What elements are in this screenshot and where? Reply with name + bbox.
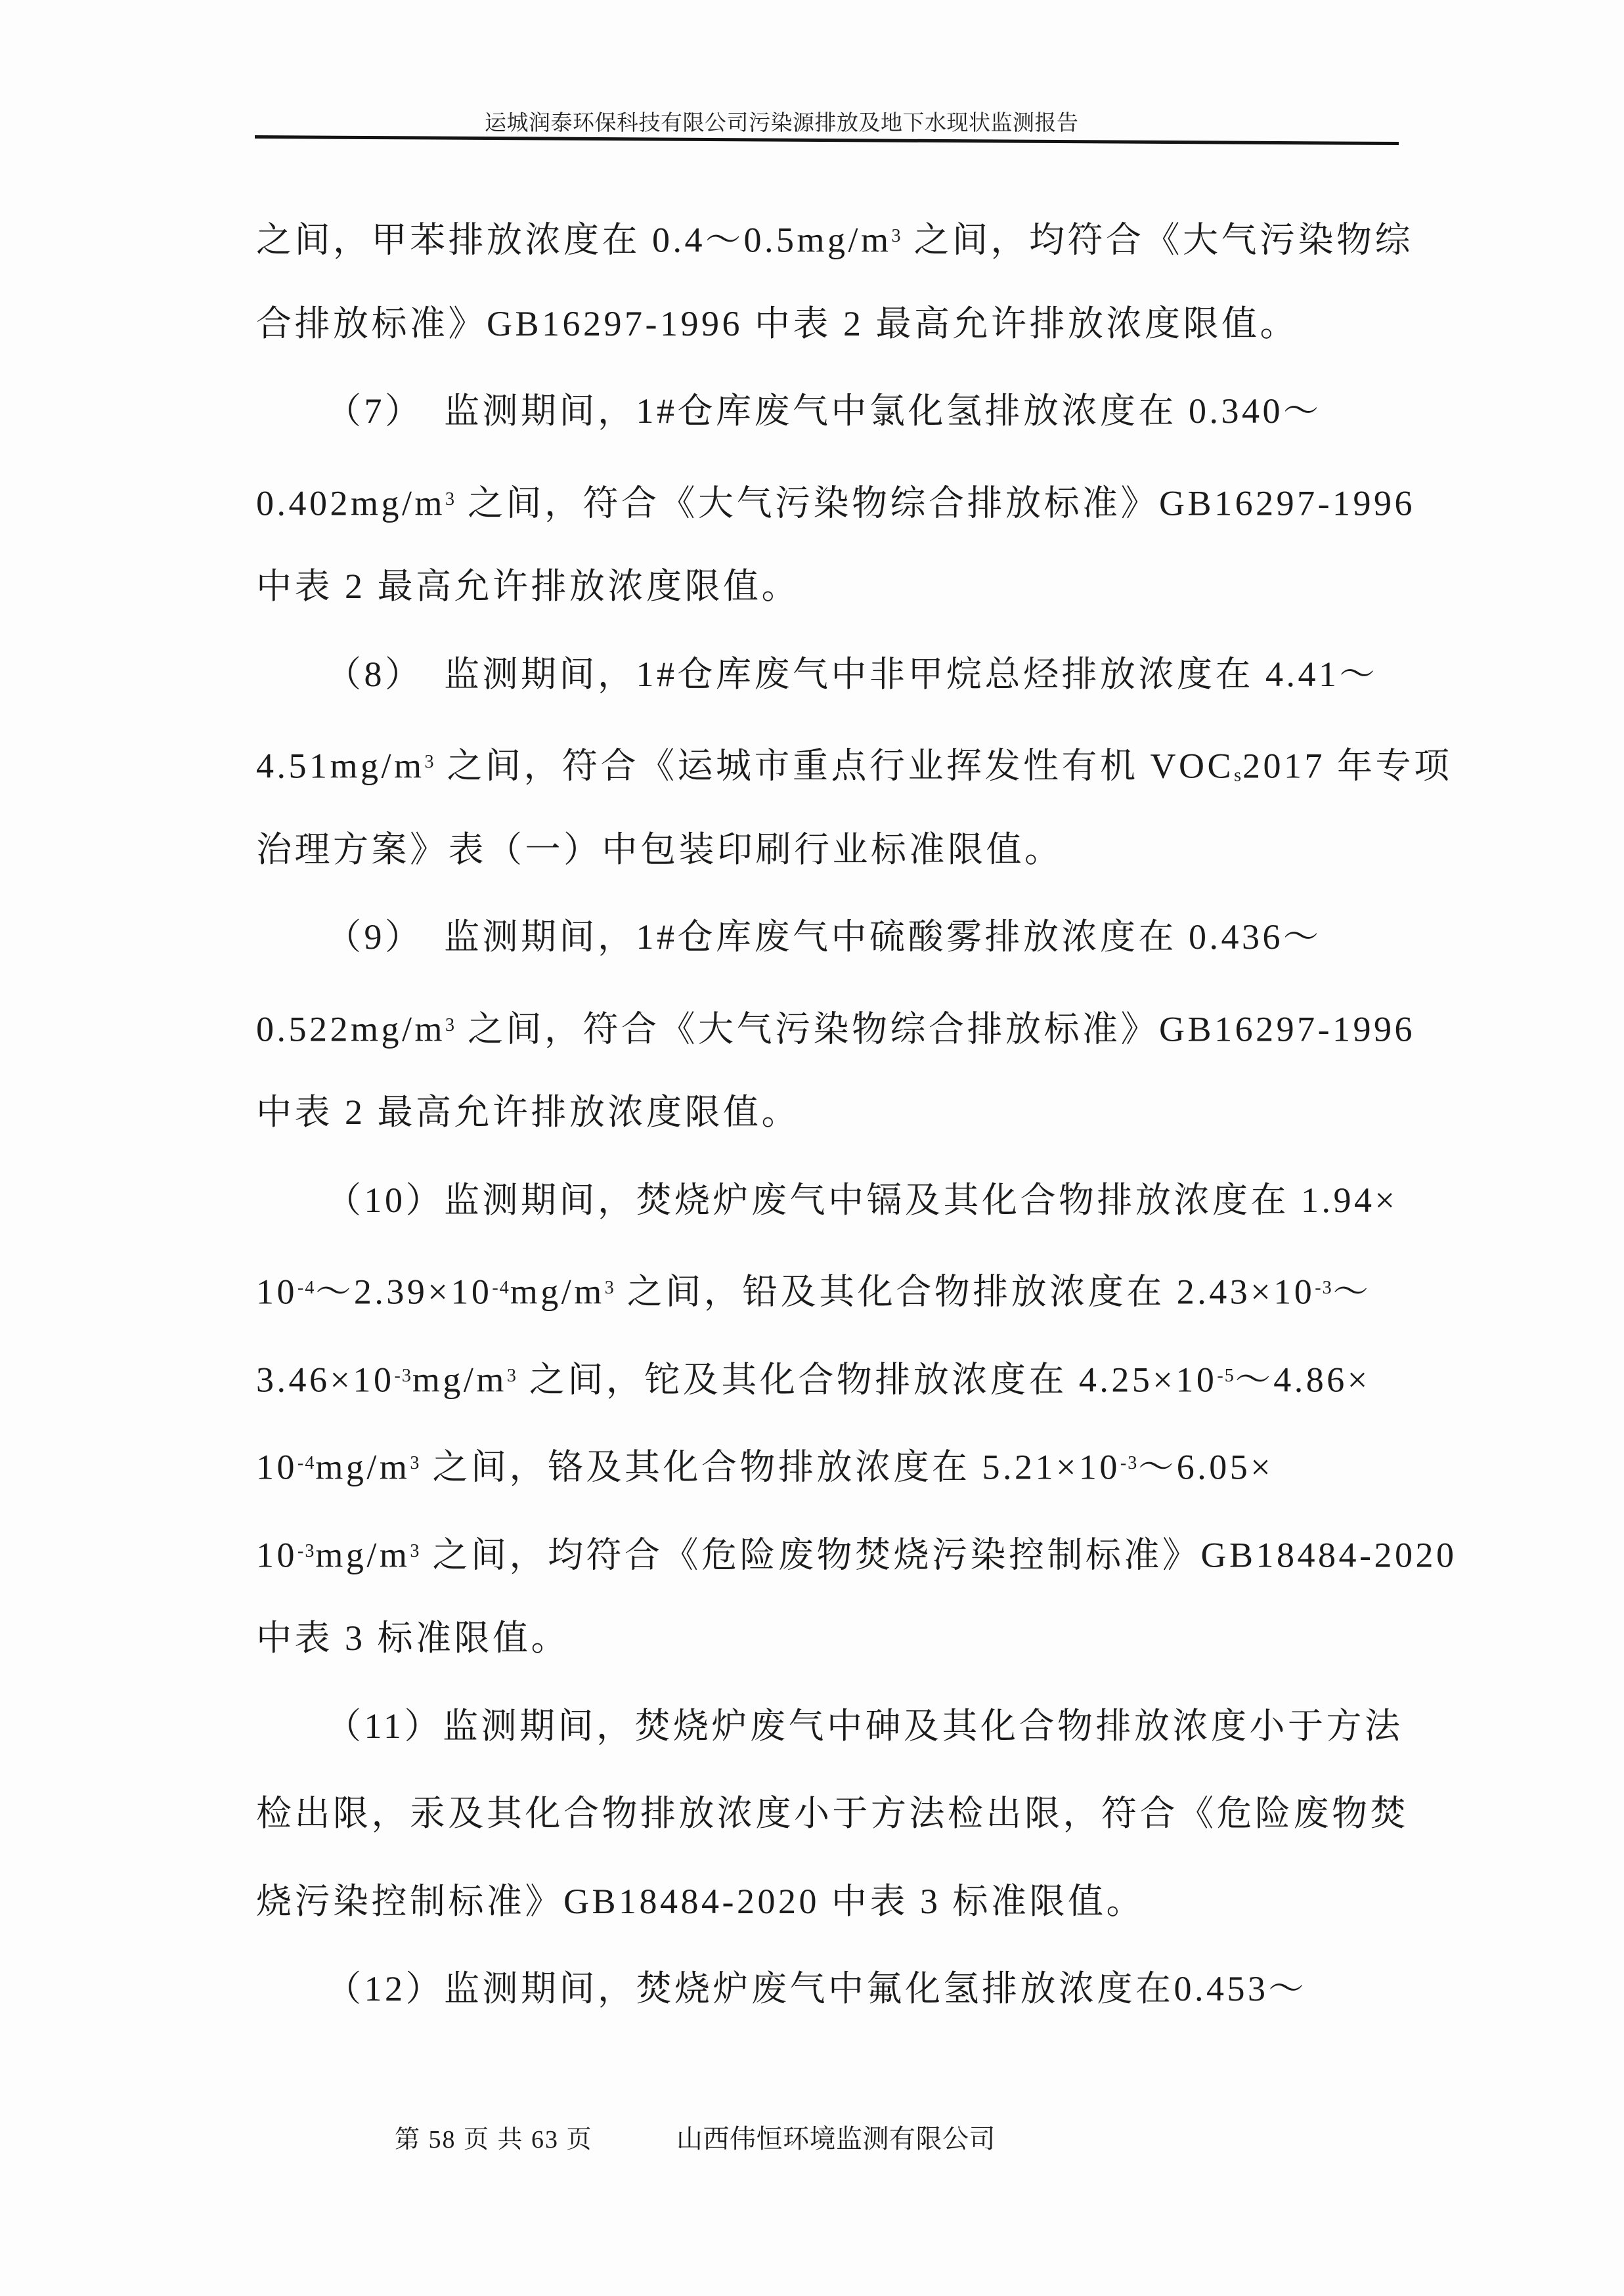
body-line-21 [256, 1945, 1412, 2033]
body-line-14-text: mg/m [412, 1359, 507, 1399]
body-line-4 [256, 456, 1416, 544]
body-line-14 [256, 1332, 1412, 1420]
body-line-17 [256, 1595, 1412, 1683]
document-body [256, 192, 1457, 2033]
body-line-5 [256, 543, 1412, 631]
body-line-14-text: ～4.86× [1235, 1359, 1371, 1399]
body-line-17-text: 中表 3 标准限值。 [256, 1618, 569, 1658]
body-line-6-text: （8） 监测期间，1#仓库废气中非甲烷总烃排放浓度在 4.41～ [326, 654, 1378, 694]
body-line-16-text: 之间，均符合《危险废物焚烧污染控制标准》GB18484-2020 [420, 1534, 1457, 1574]
body-line-7-sub: s [1234, 765, 1243, 786]
body-line-8-text: 治理方案》表（一）中包装印刷行业标准限值。 [256, 829, 1063, 869]
body-line-14-sup: -5 [1217, 1365, 1235, 1386]
body-line-16-text: mg/m [315, 1534, 410, 1574]
body-line-20 [256, 1858, 1412, 1946]
body-line-13-sup: -3 [1315, 1278, 1333, 1298]
body-line-7-text: 2017 年专项 [1242, 746, 1453, 786]
page-header-title: 运城润泰环保科技有限公司污染源排放及地下水现状监测报告 [485, 112, 1079, 135]
body-line-1-sup: 3 [891, 226, 902, 246]
body-line-4-sup: 3 [445, 488, 456, 509]
body-line-13 [256, 1244, 1412, 1332]
body-line-4-text: 之间，符合《大气污染物综合排放标准》GB16297-1996 [456, 483, 1416, 523]
body-line-13-text: mg/m [510, 1272, 605, 1312]
body-line-11-text: 中表 2 最高允许排放浓度限值。 [256, 1093, 800, 1132]
body-line-15-sup: -3 [1120, 1453, 1139, 1473]
body-line-5-text: 中表 2 最高允许排放浓度限值。 [256, 567, 800, 606]
footer-company-name: 山西伟恒环境监测有限公司 [676, 2124, 996, 2154]
body-line-14-text: 3.46×10 [256, 1359, 395, 1399]
body-line-13-text: 之间，铅及其化合物排放浓度在 2.43×10 [615, 1272, 1315, 1312]
body-line-13-sup: -4 [297, 1278, 316, 1298]
header-rule [255, 135, 1399, 145]
body-line-15-text: mg/m [315, 1447, 410, 1487]
body-line-18 [256, 1683, 1412, 1771]
body-line-15-text: 之间，铬及其化合物排放浓度在 5.21×10 [420, 1447, 1120, 1487]
body-line-15-sup: 3 [410, 1453, 421, 1473]
body-line-19-text: 检出限，汞及其化合物排放浓度小于方法检出限，符合《危险废物焚 [256, 1794, 1409, 1833]
body-line-10 [256, 982, 1416, 1070]
body-line-15-text: 10 [256, 1447, 297, 1487]
body-line-12 [256, 1157, 1412, 1245]
body-line-15 [256, 1419, 1412, 1507]
body-line-18-text: （11）监测期间，焚烧炉废气中砷及其化合物排放浓度小于方法 [326, 1706, 1403, 1746]
body-line-2-text: 合排放标准》GB16297-1996 中表 2 最高允许排放浓度限值。 [256, 303, 1298, 343]
body-line-13-text: ～2.39×10 [315, 1272, 493, 1312]
body-line-13-text: 10 [256, 1272, 297, 1312]
body-line-1-text: 之间，甲苯排放浓度在 0.4～0.5mg/m [256, 220, 892, 260]
body-line-3 [256, 368, 1412, 456]
body-line-7-text: 4.51mg/m [256, 746, 425, 786]
body-line-13-text: ～ [1332, 1272, 1372, 1312]
body-line-6 [256, 631, 1412, 719]
body-line-3-text: （7） 监测期间，1#仓库废气中氯化氢排放浓度在 0.340～ [326, 391, 1322, 431]
body-line-15-sup: -4 [297, 1453, 316, 1473]
body-line-8 [256, 806, 1412, 894]
body-line-16-sup: 3 [410, 1540, 421, 1561]
body-line-16 [256, 1507, 1457, 1595]
body-line-7-text: 之间，符合《运城市重点行业挥发性有机 VOC [435, 746, 1235, 786]
body-line-1-text: 之间，均符合《大气污染物综 [902, 220, 1414, 260]
body-line-12-text: （10）监测期间，焚烧炉废气中镉及其化合物排放浓度在 1.94× [326, 1180, 1398, 1220]
body-line-16-sup: -3 [297, 1540, 316, 1561]
body-line-19 [256, 1770, 1412, 1858]
body-line-13-sup: -4 [492, 1278, 510, 1298]
body-line-7 [256, 718, 1453, 806]
body-line-7-sup: 3 [424, 752, 435, 772]
body-line-9-text: （9） 监测期间，1#仓库废气中硫酸雾排放浓度在 0.436～ [326, 917, 1322, 957]
page-number-label: 第 58 页 共 63 页 [395, 2126, 593, 2154]
body-line-4-text: 0.402mg/m [256, 483, 446, 523]
body-line-2 [256, 280, 1412, 368]
body-line-10-sup: 3 [445, 1014, 456, 1035]
body-line-14-text: 之间，铊及其化合物排放浓度在 4.25×10 [517, 1359, 1218, 1399]
body-line-11 [256, 1069, 1412, 1157]
body-line-21-text: （12）监测期间，焚烧炉废气中氟化氢排放浓度在0.453～ [326, 1969, 1307, 2008]
body-line-14-sup: 3 [506, 1365, 517, 1386]
body-line-14-sup: -3 [394, 1365, 412, 1386]
body-line-1 [256, 192, 1412, 280]
body-line-16-text: 10 [256, 1534, 297, 1574]
body-line-9 [256, 894, 1412, 982]
body-line-10-text: 之间，符合《大气污染物综合排放标准》GB16297-1996 [456, 1008, 1416, 1049]
body-line-10-text: 0.522mg/m [256, 1008, 446, 1049]
body-line-20-text: 烧污染控制标准》GB18484-2020 中表 3 标准限值。 [256, 1881, 1145, 1921]
body-line-13-sup: 3 [604, 1278, 615, 1298]
body-line-15-text: ～6.05× [1138, 1447, 1274, 1487]
